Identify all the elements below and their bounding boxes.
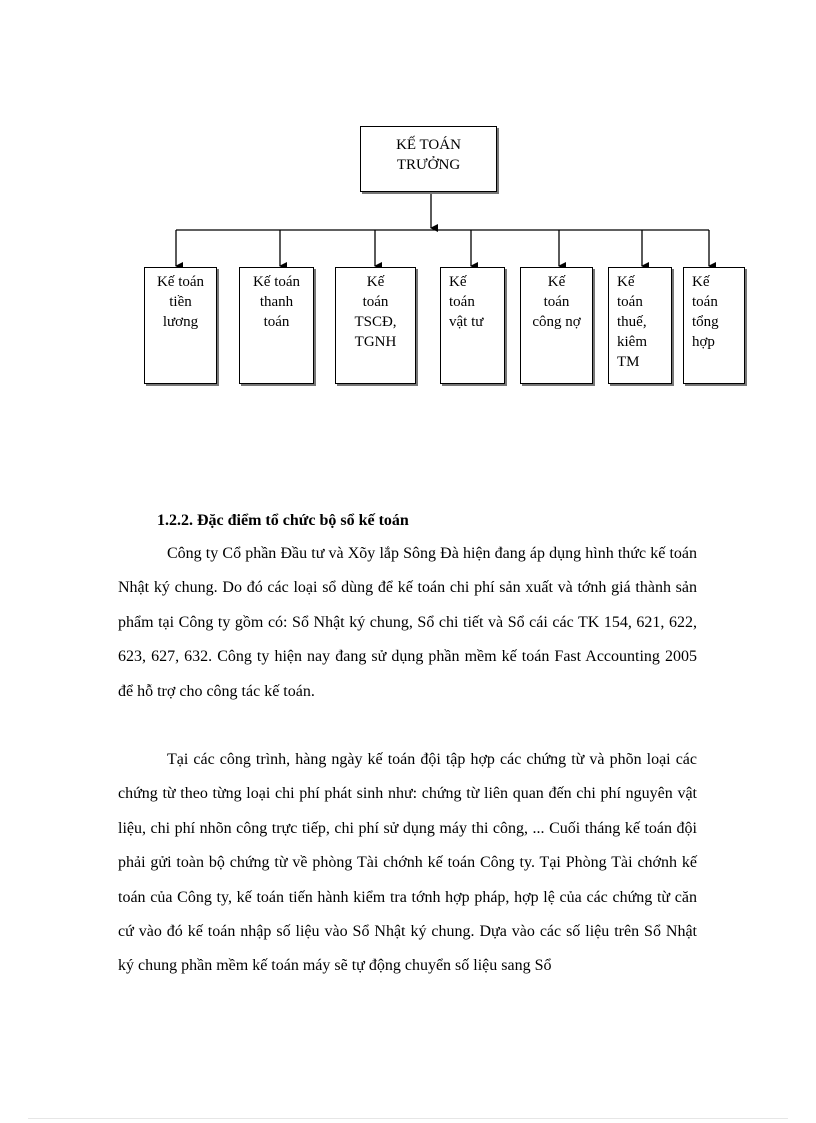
body-paragraph-1: Công ty Cổ phần Đầu tư và Xõy lắp Sông Đà hiện đang áp dụng hình thức kế toán Nhật ký chung. Do đó các loại sổ dùng để kế toán chi phí sản xuất và tớnh giá thành sản phẩm tại Công ty gồm có: Sổ Nhật ký chung, Sổ chi tiết và Sổ cái các TK 154, 621, 622, 623, 627, 632. Công ty hiện nay đang sử dụng phần mềm kế toán Fast Accounting 2005 để hỗ trợ cho công tác kế toán. [118,545,697,700]
org-box-fixed-assets-accountant [335,267,416,384]
org-box-label: Kế toán TSCĐ, TGNH [354,274,397,350]
org-box-label: Kế toán thuế, kiêm TM [617,274,647,370]
org-box-label: Kế toán tiền lương [156,274,205,330]
page-bottom-divider [28,1118,788,1119]
org-box-debt-accountant [520,267,593,384]
section-heading: 1.2.2. Đặc điểm tổ chức bộ sổ kế toán [157,512,409,529]
org-box-payment-accountant [239,267,314,384]
org-box-label: KẾ TOÁN TRƯỞNG [396,137,461,173]
org-box-salary-accountant [144,267,217,384]
org-box-label: Kế toán công nợ [532,274,581,330]
org-box-label: Kế toán vật tư [449,274,484,330]
org-box-materials-accountant [440,267,505,384]
body-paragraph-2: Tại các công trình, hàng ngày kế toán đội tập hợp các chứng từ và phõn loại các chứng từ theo từng loại chi phí phát sinh như: chứng từ liên quan đến chi phí nguyên vật liệu, chi phí nhõn công trực tiếp, chi phí sử dụng máy thi công, ... Cuối tháng kế toán đội phải gửi toàn bộ chứng từ về phòng Tài chớnh kế toán Công ty. Tại Phòng Tài chớnh kế toán của Công ty, kế toán tiến hành kiểm tra tớnh hợp pháp, hợp lệ của các chứng từ căn cứ vào đó kế toán nhập số liệu vào Sổ Nhật ký chung. Dựa vào các số liệu trên Sổ Nhật ký chung phần mềm kế toán máy sẽ tự động chuyển số liệu sang Sổ [118,751,697,975]
org-box-label: Kế toán thanh toán [252,274,301,330]
org-box-tax-accountant [608,267,672,384]
org-box-chief-accountant [360,126,497,192]
org-box-general-accountant [683,267,745,384]
org-box-label: Kế toán tổng hợp [692,274,719,350]
